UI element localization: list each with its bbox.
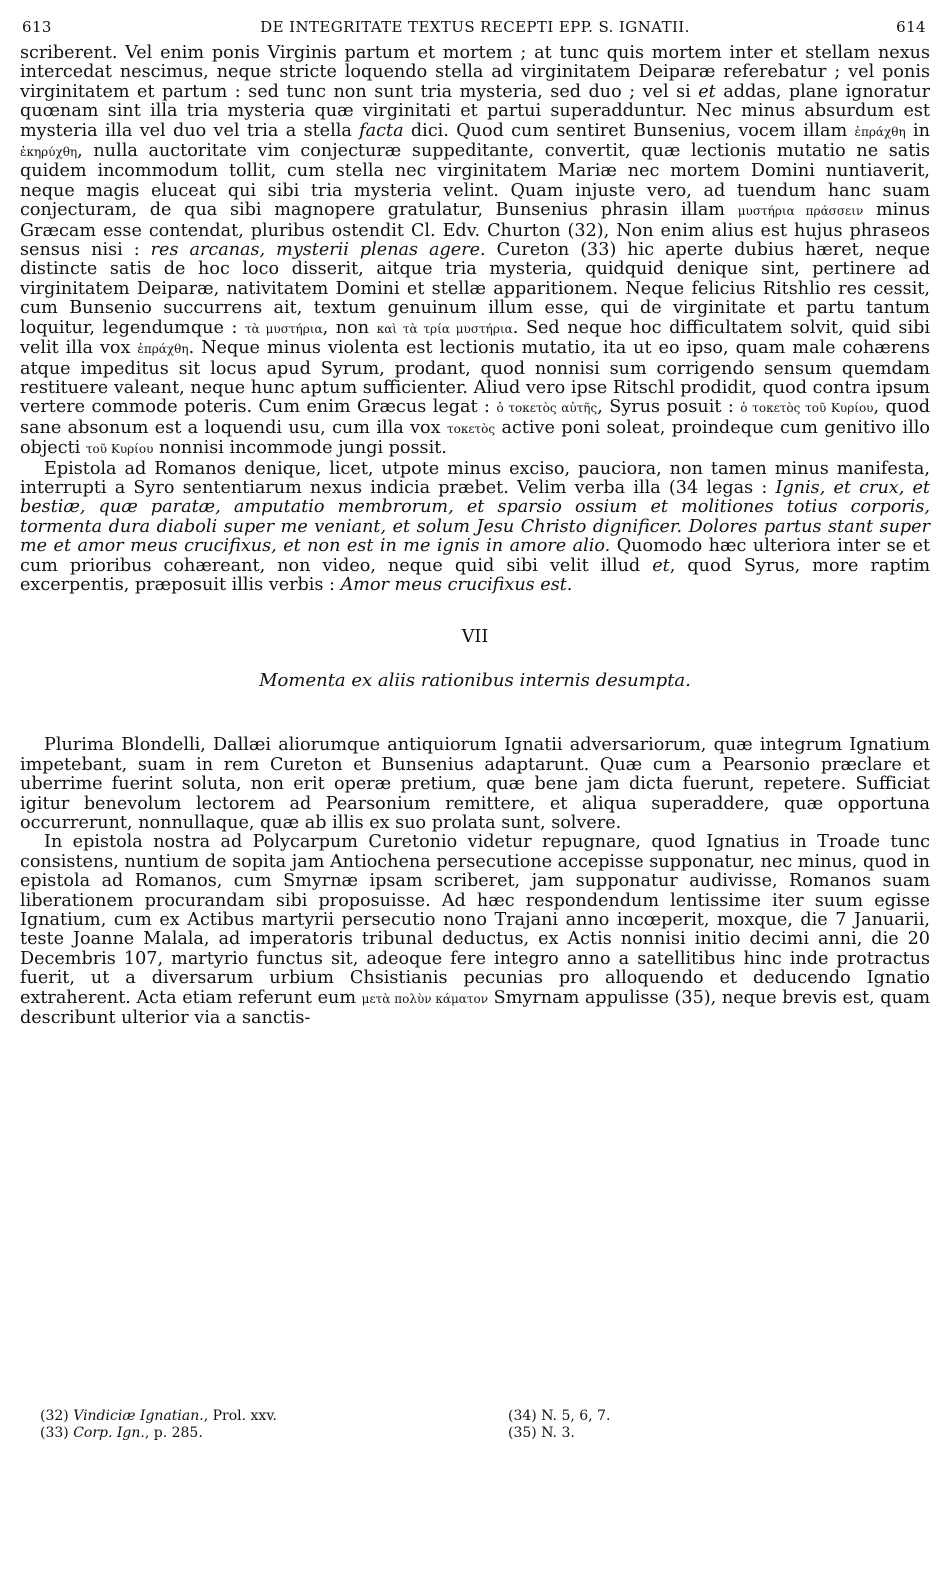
footnotes-left-column xyxy=(40,1408,277,1442)
footnote-title: Corp. Ign. xyxy=(73,1425,145,1441)
text-run: active poni soleat, proindeque cum genitivo illo objecti xyxy=(20,417,930,459)
section-number: VII xyxy=(461,627,489,648)
paragraph-2 xyxy=(20,460,930,596)
text-run: minus Græcam esse contendat, pluribus ostendit Cl. Edv. Churton (32), Non enim alius est hujus phraseos sensus nisi : xyxy=(20,200,930,261)
greek-run: καὶ τὰ τρία μυστήρια xyxy=(376,321,513,336)
text-run: , Syrus posuit : xyxy=(597,397,741,418)
text-run: , quod Syrus, more raptim excerpentis, præposuit illis verbis : xyxy=(20,555,931,595)
footnote-number: (32) xyxy=(40,1408,69,1424)
text-run: Quomodo hæc ulteriora inter se et cum prioribus cohæreant, non video, neque quid sibi velit illud xyxy=(20,536,931,576)
paragraph-3: Plurima Blondelli, Dallæi aliorumque antiquiorum Ignatii adversariorum, quæ integrum Ignatium impetebant, suam in rem Cureton et Bunsenius adaptarunt. Quæ cum a Pearsonio præclare et uberrime fuerint soluta, non erit operæ pretium, quæ bene jam dicta fuerunt, repetere. Sufficiat igitur benevolum lectorem ad Pearsonium remittere, et aliqua superaddere, quæ opportuna occurrerunt, nonnullaque, quæ ab illis ex suo prolata sunt, solvere. xyxy=(20,735,930,833)
footnote-34: (34) N. 5, 6, 7. xyxy=(508,1408,611,1424)
greek-run: μυστήρια πράσσειν xyxy=(737,204,864,219)
text-run: In epistola nostra ad Polycarpum Curetonio videtur repugnare, quod Ignatius in Troade tunc consistens, nuntium de sopita jam Antiochena persecutione accepisse supponatur, nec minus, quod in epistola ad Romanos, cum Smyrnæ ipsam scriberet, jam supponatur audivisse, Romanos suam liberationem procurandam sibi proposuisse. Ad hæc respondendum lentissime iter suum egisse Ignatium, cum ex Actibus martyrii persecutio nono Trajani anno incœperit, moxque, die 7 Januarii, teste Joanne Malala, ad imperatoris tribunal deductus, ex Actis nonnisi initio decimi anni, die 20 Decembris 107, martyrio functus sit, adeoque fere integro anno a satellitibus hinc inde protractus fuerit, ut a diversarum urbium Chsistianis pecunias pro alloquendo et deducendo Ignatio extraherent. Acta etiam referunt eum xyxy=(20,832,930,1008)
text-run: , quod sane absonum est a loquendi usu, cum illa vox xyxy=(20,397,930,438)
text-run: , nulla auctoritate vim conjecturæ suppeditante, convertit, quæ lectionis mutatio ne satis quidem incommodum tollit, cum stella nec virginitatem Mariæ nec mortem Domini nuntiaverit, neque magis eluceat qui sibi tria mysteria velint. Quam injuste vero, ad tuendum hanc suam conjecturam, de qua sibi magnopere gratulatur, Bunsenius phrasin illam xyxy=(20,141,930,221)
text-run: Epistola ad Romanos denique, licet, utpote minus exciso, pauciora, non tamen minus manifesta, interrupti a Syro sententiarum nexus indicia præbet. Velim verba illa (34 legas : xyxy=(20,458,930,498)
greek-run: μετὰ πολὺν κάματον xyxy=(361,991,489,1006)
text-run: addas, plane ignoratur quœnam sint illa tria mysteria quæ virginitati et partui superadduntur. Nec minus absurdum est mysteria illa vel duo vel tria a stella xyxy=(20,81,930,141)
section-title: Momenta ex aliis rationibus internis desumpta. xyxy=(259,670,691,692)
greek-run: ἐκηρύχθη xyxy=(20,145,78,160)
greek-run: ὁ τοκετὸς αὐτῆς xyxy=(496,401,598,416)
page-number-right: 614 xyxy=(896,18,926,36)
greek-run: ἐπράχθη xyxy=(137,342,189,357)
text-run: , non xyxy=(322,317,377,338)
greek-run: τὰ μυστήρια xyxy=(245,321,323,336)
running-header xyxy=(20,18,930,44)
page-number-left: 613 xyxy=(22,18,52,36)
paragraph-4 xyxy=(20,833,930,1028)
italic-run: Amor meus crucifixus est. xyxy=(340,574,573,595)
footnote-number: (33) xyxy=(40,1425,69,1441)
greek-run: τοκετὸς xyxy=(446,421,496,436)
body-text xyxy=(20,44,930,1028)
text-run: Cureton (33) hic aperte dubius hæret, neque distincte satis de hoc loco disserit, aitque tria mysteria, quidquid denique sint, pertinere ad virginitatem Deiparæ, nativitatem Domini et stellæ apparitionem. Neque felicius Ritshlio res cessit, cum Bunsenio succurrens ait, textum genuinum illum esse, qui de virginitate et partu tantum loquitur, legendumque : xyxy=(20,240,931,338)
footnote-35: (35) N. 3. xyxy=(508,1425,575,1441)
footnote-33 xyxy=(40,1425,277,1442)
italic-run: et xyxy=(652,555,670,576)
italic-run: res arcanas, mysterii plenas agere. xyxy=(150,240,486,261)
paragraph-1 xyxy=(20,44,930,460)
greek-run: ὁ τοκετὸς τοῦ Κυρίου xyxy=(740,401,874,416)
text-run: dici. Quod cum sentiret Bunsenius, vocem illam xyxy=(403,120,855,141)
footnote-32 xyxy=(40,1408,277,1425)
text-run: nonnisi incommode jungi possit. xyxy=(153,438,447,459)
footnote-text: , p. 285. xyxy=(144,1425,203,1441)
text-run: in xyxy=(905,120,930,141)
italic-run: et xyxy=(698,81,716,102)
text-run: . Sed neque hoc difficultatem solvit, quid sibi velit illa vox xyxy=(20,317,930,359)
page xyxy=(20,18,930,1028)
greek-run: τοῦ Κυρίου xyxy=(85,442,154,457)
text-run: scriberent. Vel enim ponis Virginis partum et mortem ; at tunc quis mortem inter et stellam nexus intercedat nescimus, neque stricte loquendo stella ad virginitatem Deiparæ referebatur ; vel ponis virginitatem et partum : sed tunc non sunt tria mysteria, sed duo ; vel si xyxy=(20,43,930,102)
text-run: Smyrnam appulisse (35), neque brevis est, quam describunt ulterior via a sanctis- xyxy=(20,987,931,1029)
italic-run: facta xyxy=(359,120,404,141)
footnotes-right-column xyxy=(508,1408,610,1442)
footnote-text: , Prol. xxv. xyxy=(203,1408,278,1424)
text-run: . Neque minus violenta est lectionis mutatio, ita ut eo ipso, quam male cohærens atque impeditus sit locus apud Syrum, prodant, quod nonnisi sum corrigendo sensum quemdam restituere valeant, neque hunc aptum sufficienter. Aliud vero ipse Ritschl prodidit, quod contra ipsum vertere commode poteris. Cum enim Græcus legat : xyxy=(20,338,931,418)
greek-run: ἐπράχθη xyxy=(854,124,906,139)
running-title: DE INTEGRITATE TEXTUS RECEPTI EPP. S. IGNATII. xyxy=(260,18,690,36)
footnote-title: Vindiciæ Ignatian. xyxy=(73,1408,204,1424)
italic-run: Ignis, et crux, et bestiæ, quæ paratæ, amputatio membrorum, et sparsio ossium et molitiones totius corporis, tormenta dura diaboli super me veniant, et solum Jesu Christo dignificer. Dolores partus stant super me et amor meus crucifixus, et non est in me ignis in amore alio. xyxy=(20,477,930,557)
